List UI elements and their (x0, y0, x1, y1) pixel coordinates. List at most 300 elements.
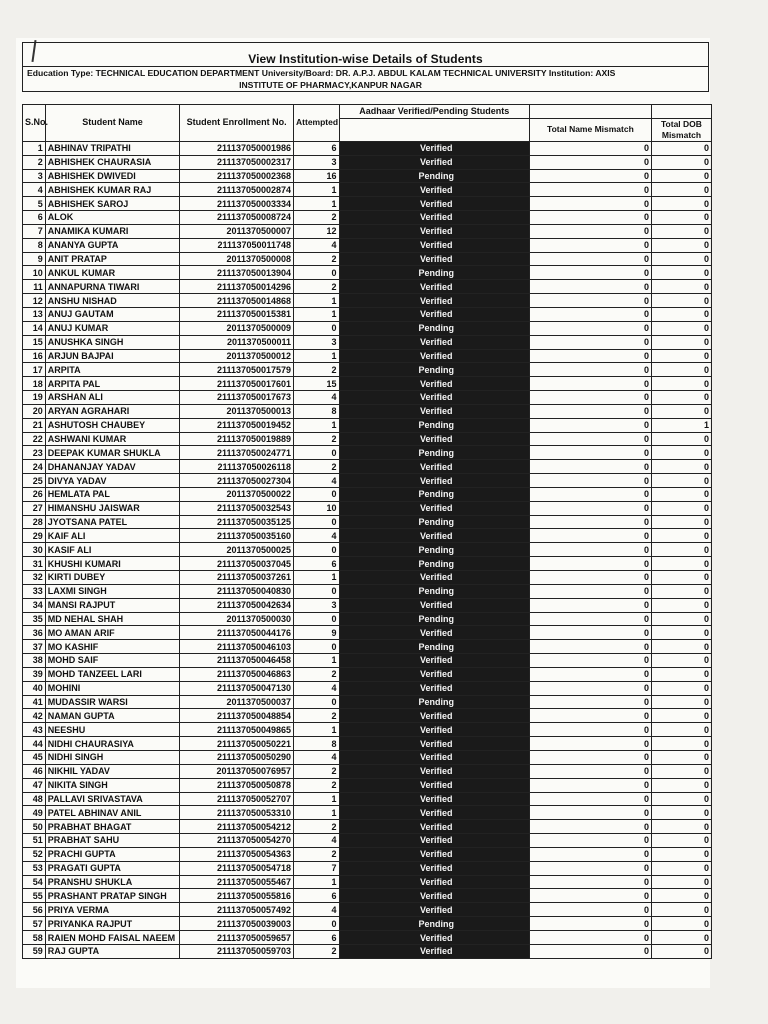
cell-dob-mismatch: 0 (651, 294, 711, 308)
cell-enrollment: 211137050002368 (180, 169, 294, 183)
cell-aadhaar-status (339, 571, 529, 585)
cell-enrollment: 211137050017601 (180, 377, 294, 391)
cell-aadhaar-status (339, 321, 529, 335)
cell-sno: 8 (23, 238, 46, 252)
cell-attempted: 6 (294, 930, 340, 944)
cell-attempted: 1 (294, 723, 340, 737)
cell-name-mismatch: 0 (529, 834, 651, 848)
cell-student-name: ASHWANI KUMAR (45, 432, 179, 446)
aadhaar-status-text: Verified (419, 904, 453, 915)
cell-sno: 43 (23, 723, 46, 737)
aadhaar-status-text: Pending (418, 544, 454, 555)
cell-student-name: ARJUN BAJPAI (45, 349, 179, 363)
cell-enrollment: 211137050044176 (180, 626, 294, 640)
table-row (23, 820, 712, 834)
table-row (23, 238, 712, 252)
cell-enrollment: 2011370500025 (180, 543, 294, 557)
table-row (23, 280, 712, 294)
aadhaar-status-text: Verified (419, 392, 453, 403)
cell-name-mismatch: 0 (529, 307, 651, 321)
cell-name-mismatch: 0 (529, 750, 651, 764)
cell-attempted: 2 (294, 363, 340, 377)
table-row (23, 294, 712, 308)
cell-student-name: PRACHI GUPTA (45, 847, 179, 861)
cell-attempted: 6 (294, 557, 340, 571)
cell-sno: 35 (23, 612, 46, 626)
cell-attempted: 9 (294, 626, 340, 640)
cell-sno: 16 (23, 349, 46, 363)
cell-attempted: 0 (294, 487, 340, 501)
table-row (23, 847, 712, 861)
cell-enrollment: 211137050054270 (180, 834, 294, 848)
aadhaar-status-text: Pending (418, 517, 454, 528)
cell-enrollment: 211137050027304 (180, 474, 294, 488)
aadhaar-status-text: Verified (419, 876, 453, 887)
aadhaar-status-text: Pending (418, 267, 454, 278)
table-row (23, 875, 712, 889)
aadhaar-status-text: Verified (419, 710, 453, 721)
header-sno: S.No. (23, 105, 46, 142)
aadhaar-status-text: Verified (419, 683, 453, 694)
table-row (23, 432, 712, 446)
cell-attempted: 1 (294, 654, 340, 668)
header-aadhaar-sub (339, 118, 529, 141)
aadhaar-status-text: Verified (419, 212, 453, 223)
aadhaar-status-text: Pending (418, 447, 454, 458)
cell-name-mismatch: 0 (529, 529, 651, 543)
cell-student-name: RAJ GUPTA (45, 944, 179, 958)
cell-sno: 27 (23, 501, 46, 515)
cell-sno: 34 (23, 598, 46, 612)
cell-enrollment: 211137050050221 (180, 737, 294, 751)
cell-student-name: MO KASHIF (45, 640, 179, 654)
aadhaar-status-text: Verified (419, 793, 453, 804)
cell-dob-mismatch: 1 (651, 418, 711, 432)
cell-aadhaar-status (339, 930, 529, 944)
cell-student-name: MANSI RAJPUT (45, 598, 179, 612)
header-attempted: Attempted (294, 105, 340, 142)
cell-name-mismatch: 0 (529, 820, 651, 834)
cell-sno: 38 (23, 654, 46, 668)
cell-student-name: PRIYA VERMA (45, 903, 179, 917)
cell-sno: 4 (23, 183, 46, 197)
cell-aadhaar-status (339, 529, 529, 543)
cell-enrollment: 2011370500012 (180, 349, 294, 363)
cell-enrollment: 2011370500037 (180, 695, 294, 709)
cell-sno: 12 (23, 294, 46, 308)
table-row (23, 750, 712, 764)
cell-dob-mismatch: 0 (651, 501, 711, 515)
cell-sno: 28 (23, 515, 46, 529)
aadhaar-status-text: Verified (419, 226, 453, 237)
table-row (23, 197, 712, 211)
cell-name-mismatch: 0 (529, 183, 651, 197)
header-name-mismatch: Total Name Mismatch (529, 118, 651, 141)
cell-sno: 49 (23, 806, 46, 820)
cell-student-name: PATEL ABHINAV ANIL (45, 806, 179, 820)
aadhaar-status-text: Verified (419, 433, 453, 444)
cell-enrollment: 211137050055467 (180, 875, 294, 889)
cell-attempted: 3 (294, 335, 340, 349)
cell-name-mismatch: 0 (529, 917, 651, 931)
cell-enrollment: 211137050039003 (180, 917, 294, 931)
cell-student-name: MOHD TANZEEL LARI (45, 667, 179, 681)
table-row (23, 377, 712, 391)
cell-dob-mismatch: 0 (651, 266, 711, 280)
cell-enrollment: 2011370500007 (180, 224, 294, 238)
aadhaar-status-text: Verified (419, 946, 453, 957)
cell-name-mismatch: 0 (529, 612, 651, 626)
cell-name-mismatch: 0 (529, 363, 651, 377)
cell-sno: 53 (23, 861, 46, 875)
cell-name-mismatch: 0 (529, 847, 651, 861)
cell-aadhaar-status (339, 543, 529, 557)
cell-attempted: 2 (294, 820, 340, 834)
cell-name-mismatch: 0 (529, 501, 651, 515)
header-blank-2 (651, 105, 711, 119)
table-row (23, 917, 712, 931)
cell-dob-mismatch: 0 (651, 446, 711, 460)
cell-student-name: MOHINI (45, 681, 179, 695)
cell-name-mismatch: 0 (529, 778, 651, 792)
cell-dob-mismatch: 0 (651, 141, 711, 155)
cell-aadhaar-status (339, 280, 529, 294)
cell-dob-mismatch: 0 (651, 875, 711, 889)
cell-aadhaar-status (339, 723, 529, 737)
cell-dob-mismatch: 0 (651, 944, 711, 958)
cell-aadhaar-status (339, 266, 529, 280)
cell-name-mismatch: 0 (529, 709, 651, 723)
table-row (23, 944, 712, 958)
cell-aadhaar-status (339, 764, 529, 778)
cell-attempted: 1 (294, 875, 340, 889)
cell-sno: 3 (23, 169, 46, 183)
cell-aadhaar-status (339, 169, 529, 183)
table-row (23, 487, 712, 501)
cell-attempted: 1 (294, 197, 340, 211)
cell-attempted: 4 (294, 903, 340, 917)
cell-dob-mismatch: 0 (651, 197, 711, 211)
cell-enrollment: 211137050019889 (180, 432, 294, 446)
cell-attempted: 1 (294, 183, 340, 197)
cell-sno: 40 (23, 681, 46, 695)
cell-name-mismatch: 0 (529, 294, 651, 308)
table-row (23, 363, 712, 377)
cell-sno: 41 (23, 695, 46, 709)
cell-dob-mismatch: 0 (651, 432, 711, 446)
aadhaar-status-text: Pending (418, 918, 454, 929)
cell-name-mismatch: 0 (529, 640, 651, 654)
cell-attempted: 1 (294, 307, 340, 321)
aadhaar-status-text: Verified (419, 738, 453, 749)
cell-student-name: RAIEN MOHD FAISAL NAEEM (45, 930, 179, 944)
cell-name-mismatch: 0 (529, 543, 651, 557)
cell-enrollment: 211137050050290 (180, 750, 294, 764)
aadhaar-status-text: Pending (418, 489, 454, 500)
cell-student-name: MO AMAN ARIF (45, 626, 179, 640)
cell-student-name: PRASHANT PRATAP SINGH (45, 889, 179, 903)
cell-sno: 42 (23, 709, 46, 723)
aadhaar-status-text: Verified (419, 309, 453, 320)
cell-enrollment: 211137050057492 (180, 903, 294, 917)
cell-aadhaar-status (339, 626, 529, 640)
table-row (23, 737, 712, 751)
table-row (23, 418, 712, 432)
cell-dob-mismatch: 0 (651, 183, 711, 197)
cell-name-mismatch: 0 (529, 792, 651, 806)
cell-name-mismatch: 0 (529, 432, 651, 446)
cell-attempted: 1 (294, 294, 340, 308)
cell-name-mismatch: 0 (529, 681, 651, 695)
cell-attempted: 4 (294, 681, 340, 695)
aadhaar-status-text: Verified (419, 849, 453, 860)
cell-sno: 44 (23, 737, 46, 751)
cell-student-name: ARYAN AGRAHARI (45, 404, 179, 418)
cell-student-name: ALOK (45, 211, 179, 225)
cell-dob-mismatch: 0 (651, 238, 711, 252)
header-dob-mismatch: Total DOB Mismatch (651, 118, 711, 141)
cell-student-name: KIRTI DUBEY (45, 571, 179, 585)
cell-dob-mismatch: 0 (651, 252, 711, 266)
table-row (23, 321, 712, 335)
cell-student-name: PALLAVI SRIVASTAVA (45, 792, 179, 806)
cell-sno: 56 (23, 903, 46, 917)
cell-student-name: ANKUL KUMAR (45, 266, 179, 280)
table-row (23, 391, 712, 405)
table-row (23, 903, 712, 917)
table-row (23, 695, 712, 709)
cell-attempted: 4 (294, 750, 340, 764)
cell-attempted: 0 (294, 266, 340, 280)
aadhaar-status-text: Verified (419, 461, 453, 472)
cell-enrollment: 211137050052707 (180, 792, 294, 806)
cell-student-name: DEEPAK KUMAR SHUKLA (45, 446, 179, 460)
cell-student-name: NIDHI CHAURASIYA (45, 737, 179, 751)
cell-dob-mismatch: 0 (651, 487, 711, 501)
cell-enrollment: 211137050054718 (180, 861, 294, 875)
cell-student-name: ANAMIKA KUMARI (45, 224, 179, 238)
cell-dob-mismatch: 0 (651, 667, 711, 681)
aadhaar-status-text: Verified (419, 530, 453, 541)
cell-name-mismatch: 0 (529, 930, 651, 944)
cell-name-mismatch: 0 (529, 944, 651, 958)
cell-student-name: ANUSHKA SINGH (45, 335, 179, 349)
cell-dob-mismatch: 0 (651, 695, 711, 709)
cell-student-name: ABHISHEK DWIVEDI (45, 169, 179, 183)
cell-aadhaar-status (339, 252, 529, 266)
cell-attempted: 2 (294, 778, 340, 792)
cell-aadhaar-status (339, 667, 529, 681)
cell-student-name: ANSHU NISHAD (45, 294, 179, 308)
cell-name-mismatch: 0 (529, 224, 651, 238)
cell-sno: 30 (23, 543, 46, 557)
cell-aadhaar-status (339, 875, 529, 889)
aadhaar-status-text: Verified (419, 198, 453, 209)
cell-attempted: 6 (294, 889, 340, 903)
cell-enrollment: 211137050054363 (180, 847, 294, 861)
cell-aadhaar-status (339, 903, 529, 917)
cell-aadhaar-status (339, 474, 529, 488)
aadhaar-status-text: Pending (418, 558, 454, 569)
aadhaar-status-text: Verified (419, 157, 453, 168)
cell-dob-mismatch: 0 (651, 474, 711, 488)
cell-dob-mismatch: 0 (651, 764, 711, 778)
table-row (23, 709, 712, 723)
cell-sno: 23 (23, 446, 46, 460)
aadhaar-status-text: Verified (419, 281, 453, 292)
cell-name-mismatch: 0 (529, 889, 651, 903)
cell-name-mismatch: 0 (529, 875, 651, 889)
cell-attempted: 4 (294, 238, 340, 252)
cell-dob-mismatch: 0 (651, 681, 711, 695)
cell-name-mismatch: 0 (529, 695, 651, 709)
aadhaar-status-text: Verified (419, 184, 453, 195)
cell-aadhaar-status (339, 501, 529, 515)
table-row (23, 667, 712, 681)
cell-sno: 6 (23, 211, 46, 225)
cell-dob-mismatch: 0 (651, 640, 711, 654)
aadhaar-status-text: Pending (418, 613, 454, 624)
cell-aadhaar-status (339, 197, 529, 211)
aadhaar-status-text: Verified (419, 835, 453, 846)
cell-student-name: ANUJ GAUTAM (45, 307, 179, 321)
cell-enrollment: 211137050015381 (180, 307, 294, 321)
table-row (23, 529, 712, 543)
cell-sno: 36 (23, 626, 46, 640)
aadhaar-status-text: Verified (419, 406, 453, 417)
cell-attempted: 2 (294, 847, 340, 861)
aadhaar-status-text: Verified (419, 572, 453, 583)
cell-enrollment: 211137050002317 (180, 155, 294, 169)
cell-enrollment: 211137050046863 (180, 667, 294, 681)
aadhaar-status-text: Verified (419, 240, 453, 251)
cell-enrollment: 2011370500030 (180, 612, 294, 626)
cell-dob-mismatch: 0 (651, 750, 711, 764)
aadhaar-status-text: Pending (418, 697, 454, 708)
cell-sno: 14 (23, 321, 46, 335)
table-row (23, 723, 712, 737)
cell-sno: 5 (23, 197, 46, 211)
cell-aadhaar-status (339, 515, 529, 529)
cell-sno: 57 (23, 917, 46, 931)
table-row (23, 169, 712, 183)
cell-enrollment: 2011370500022 (180, 487, 294, 501)
aadhaar-status-text: Verified (419, 752, 453, 763)
cell-student-name: PRIYANKA RAJPUT (45, 917, 179, 931)
table-row (23, 598, 712, 612)
cell-attempted: 2 (294, 667, 340, 681)
cell-name-mismatch: 0 (529, 404, 651, 418)
cell-aadhaar-status (339, 681, 529, 695)
aadhaar-status-text: Verified (419, 143, 453, 154)
cell-student-name: NIKHIL YADAV (45, 764, 179, 778)
cell-aadhaar-status (339, 737, 529, 751)
cell-aadhaar-status (339, 557, 529, 571)
cell-enrollment: 211137050054212 (180, 820, 294, 834)
aadhaar-status-text: Verified (419, 337, 453, 348)
table-row (23, 474, 712, 488)
table-row (23, 584, 712, 598)
cell-sno: 15 (23, 335, 46, 349)
cell-dob-mismatch: 0 (651, 307, 711, 321)
cell-aadhaar-status (339, 211, 529, 225)
cell-attempted: 4 (294, 834, 340, 848)
cell-aadhaar-status (339, 391, 529, 405)
aadhaar-status-text: Verified (419, 863, 453, 874)
cell-aadhaar-status (339, 695, 529, 709)
cell-sno: 47 (23, 778, 46, 792)
aadhaar-status-text: Pending (418, 586, 454, 597)
cell-aadhaar-status (339, 238, 529, 252)
cell-name-mismatch: 0 (529, 391, 651, 405)
cell-aadhaar-status (339, 944, 529, 958)
cell-name-mismatch: 0 (529, 737, 651, 751)
table-row (23, 834, 712, 848)
cell-attempted: 8 (294, 404, 340, 418)
table-row (23, 612, 712, 626)
table-row (23, 335, 712, 349)
cell-name-mismatch: 0 (529, 377, 651, 391)
cell-enrollment: 211137050059657 (180, 930, 294, 944)
table-row (23, 681, 712, 695)
cell-enrollment: 211137050035125 (180, 515, 294, 529)
meta-line-2: INSTITUTE OF PHARMACY,KANPUR NAGAR (239, 80, 422, 90)
cell-name-mismatch: 0 (529, 584, 651, 598)
cell-dob-mismatch: 0 (651, 612, 711, 626)
cell-student-name: LAXMI SINGH (45, 584, 179, 598)
meta-line-1: Education Type: TECHNICAL EDUCATION DEPARTMENT University/Board: DR. A.P.J. ABDUL KALAM TECHNICAL UNIVERSITY Institution: AXIS (27, 68, 616, 78)
cell-dob-mismatch: 0 (651, 889, 711, 903)
cell-enrollment: 211137050017673 (180, 391, 294, 405)
cell-enrollment: 211137050046458 (180, 654, 294, 668)
table-row (23, 515, 712, 529)
cell-enrollment: 211137050046103 (180, 640, 294, 654)
cell-enrollment: 2011370500008 (180, 252, 294, 266)
cell-student-name: PRABHAT BHAGAT (45, 820, 179, 834)
cell-dob-mismatch: 0 (651, 917, 711, 931)
table-row (23, 930, 712, 944)
cell-attempted: 1 (294, 418, 340, 432)
cell-enrollment: 211137050008724 (180, 211, 294, 225)
table-row (23, 155, 712, 169)
cell-attempted: 2 (294, 211, 340, 225)
cell-dob-mismatch: 0 (651, 737, 711, 751)
cell-dob-mismatch: 0 (651, 861, 711, 875)
cell-aadhaar-status (339, 335, 529, 349)
table-row (23, 141, 712, 155)
cell-enrollment: 211137050001986 (180, 141, 294, 155)
cell-dob-mismatch: 0 (651, 626, 711, 640)
cell-student-name: MUDASSIR WARSI (45, 695, 179, 709)
cell-sno: 50 (23, 820, 46, 834)
meta-box (22, 66, 709, 92)
cell-dob-mismatch: 0 (651, 654, 711, 668)
cell-attempted: 4 (294, 391, 340, 405)
cell-student-name: ASHUTOSH CHAUBEY (45, 418, 179, 432)
cell-enrollment: 211137050032543 (180, 501, 294, 515)
cell-aadhaar-status (339, 487, 529, 501)
cell-enrollment: 211137050048854 (180, 709, 294, 723)
cell-name-mismatch: 0 (529, 667, 651, 681)
cell-student-name: KAIF ALI (45, 529, 179, 543)
cell-dob-mismatch: 0 (651, 792, 711, 806)
cell-student-name: NEESHU (45, 723, 179, 737)
cell-attempted: 4 (294, 474, 340, 488)
cell-student-name: ABHISHEK SAROJ (45, 197, 179, 211)
cell-dob-mismatch: 0 (651, 806, 711, 820)
table-row (23, 557, 712, 571)
cell-enrollment: 211137050042634 (180, 598, 294, 612)
